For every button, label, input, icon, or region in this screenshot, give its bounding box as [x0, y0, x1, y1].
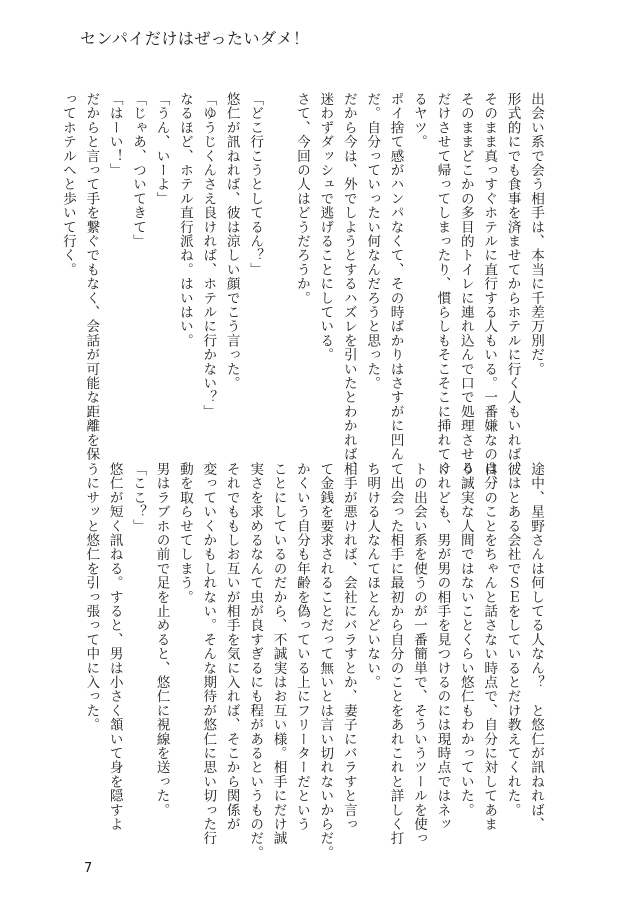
text-line: て金銭を要求されることだって無いとは言い切れないからだ。: [317, 462, 334, 860]
page-title: センパイだけはぜったいダメ！: [80, 29, 310, 48]
text-line: だからと言って手を繋ぐでもなく、会話が可能な距離を保: [83, 92, 100, 462]
text-line: 彼はとある会社でＳＥをしているとだけ教えてくれた。: [504, 462, 521, 817]
text-line: 動を取らせてしまう。: [176, 462, 193, 604]
text-line: 途中、星野さんは何してる人なん？ と悠仁が訊ねれば、: [528, 462, 544, 832]
text-line: ってホテルへと歩いて行く。: [59, 92, 76, 277]
text-line: それでももしお互いが相手を気に入れば、そこから関係が: [223, 462, 240, 832]
text-line: 「ここ？」: [130, 462, 147, 533]
text-line: 「うん、いーよ」: [153, 92, 170, 206]
text-line: さて、今回の人はどうだろうか。: [293, 92, 310, 305]
text-line: ことにしているのだから、不誠実はお互い様。相手にだけ誠: [270, 462, 287, 846]
text-line: ポイ捨て感がハンパなくて、その時ばかりはさすがに凹ん: [387, 92, 404, 462]
text-line: 迷わずダッシュで逃げることにしている。: [317, 92, 334, 362]
body-text-lower: [77, 462, 547, 860]
text-line: ち明ける人なんてほとんどいない。: [364, 462, 381, 690]
text-line: だけさせて帰ってしまったり、慣らしもそこそこに挿れてく: [434, 92, 451, 476]
text-line: けれども、男が男の相手を見つけるのには現時点ではネッ: [434, 462, 451, 832]
text-line: て出会った相手に最初から自分のことをあれこれと詳しく打: [387, 462, 404, 846]
text-line: 「じゃあ、ついてきて」: [130, 92, 147, 249]
text-line: [266, 92, 289, 414]
page-number: 7: [84, 861, 93, 876]
text-line: かくいう自分も年齢を偽っている上にフリーターだという: [293, 462, 310, 832]
text-line: なるほど、ホテル直行派ね。はいはい。: [176, 92, 193, 348]
text-line: 「ゆうじくんさえ良ければ、ホテルに行かない？」: [200, 92, 217, 419]
text-line: 出会い系で会う相手は、本当に千差万別だ。: [528, 92, 544, 376]
text-line: 相手が悪ければ、会社にバラすとか、妻子にバラすと言っ: [340, 462, 357, 832]
text-line: 「はーい！」: [106, 92, 123, 178]
text-line: 形式的にでも食事を済ませてからホテルに行く人もいれば、: [504, 92, 521, 476]
text-line: 自分のことをちゃんと話さない時点で、自分に対してあま: [481, 462, 498, 832]
text-line: だ。自分っていったい何なんだろうと思った。: [364, 92, 381, 391]
text-line: うにサッと悠仁を引っ張って中に入った。: [83, 462, 100, 732]
text-line: るヤツ。: [410, 92, 427, 149]
text-line: そのまま真っすぐホテルに直行する人もいる。一番嫌なのは、: [481, 92, 498, 490]
body-text-upper: [59, 92, 547, 490]
text-line: そのままどこかの多目的トイレに連れ込んで口で処理させる: [457, 92, 474, 476]
text-line: 「どこ行こうとしてるん？」: [247, 92, 264, 277]
text-line: り誠実な人間ではないことくらい悠仁もわかっていた。: [457, 462, 474, 817]
text-line: 変っていくかもしれない。そんな期待が悠仁に思い切った行: [200, 462, 217, 846]
text-line: だから今は、外でしようとするハズレを引いたとわかれば、: [340, 92, 357, 476]
text-line: 悠仁が短く訊ねる。すると、男は小さく頷いて身を隠すよ: [106, 462, 123, 832]
text-line: 悠仁が訊ねれば、彼は涼しい顔でこう言った。: [223, 92, 240, 391]
text-line: トの出会い系を使うのが一番簡単で、そういうツールを使っ: [410, 462, 427, 846]
text-line: 男はラブホの前で足を止めると、悠仁に視線を送った。: [153, 462, 170, 817]
text-line: 実さを求めるなんて虫が良すぎるにも程があるというものだ。: [247, 462, 264, 860]
